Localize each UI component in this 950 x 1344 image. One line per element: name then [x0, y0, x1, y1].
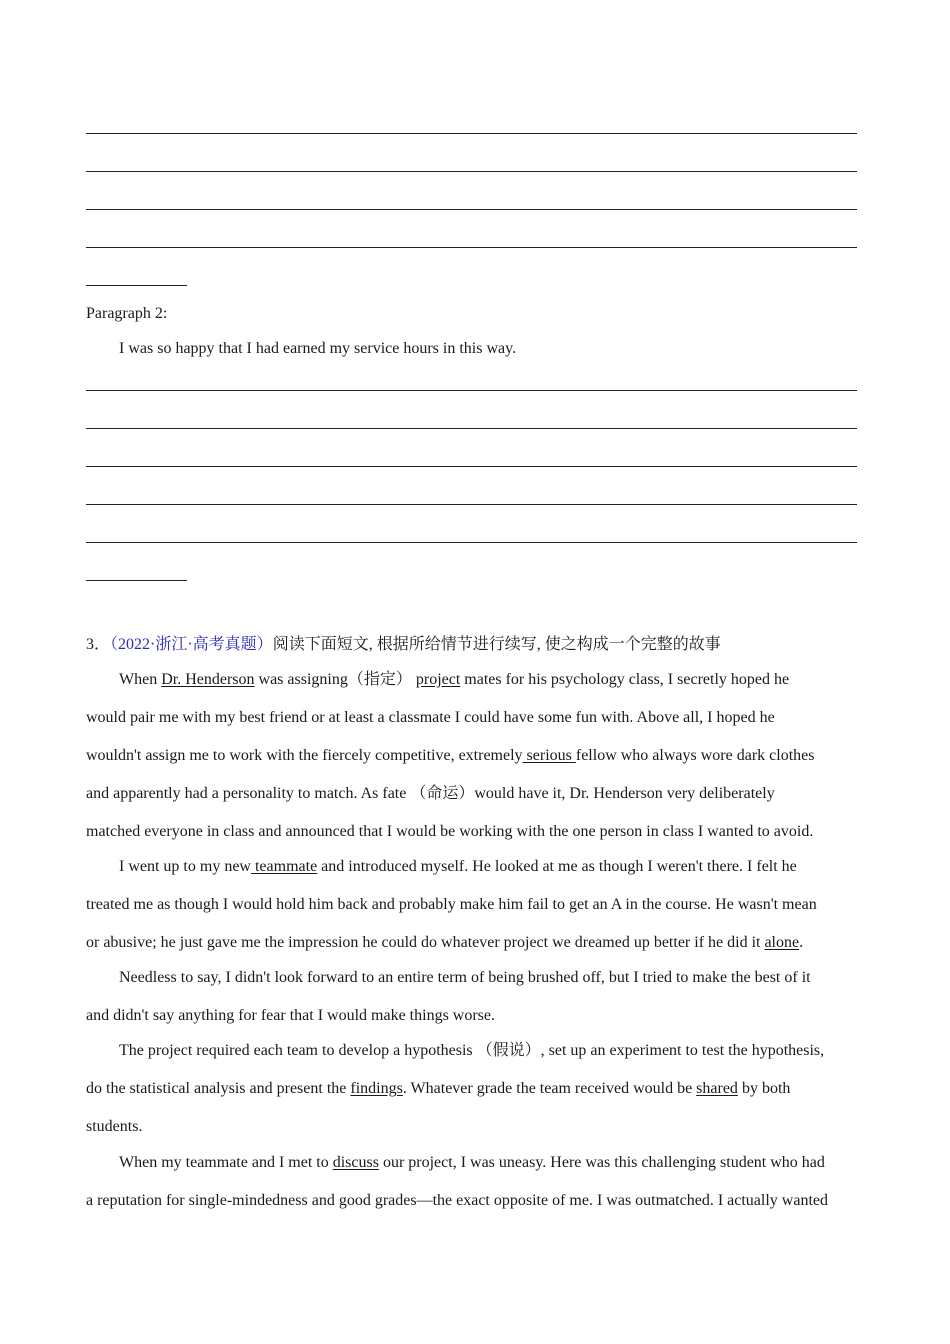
passage-line: treated me as though I would hold him back and probably make him fail to get an A in the course. He wasn't mean [86, 896, 817, 913]
passage-line: I went up to my new teammate and introduced myself. He looked at me as though I weren't there. I felt he [119, 858, 797, 875]
question-source: （2022·浙江·高考真题） [110, 636, 273, 653]
passage-line: wouldn't assign me to work with the fiercely competitive, extremely serious fellow who always wore dark clothes [86, 747, 815, 764]
writing-line [86, 466, 857, 467]
writing-line [86, 247, 857, 248]
writing-line [86, 542, 857, 543]
underlined-word: teammate [250, 858, 318, 875]
paragraph2-label: Paragraph 2: [86, 305, 168, 322]
passage-line: Needless to say, I didn't look forward to an entire term of being brushed off, but I tried to make the best of it [119, 969, 811, 986]
writing-line-short [86, 285, 187, 286]
writing-line [86, 171, 857, 172]
passage-line: and apparently had a personality to match. As fate （命运）would have it, Dr. Henderson very deliberately [86, 785, 775, 802]
underlined-word: shared [696, 1080, 738, 1097]
passage-line: matched everyone in class and announced that I would be working with the one person in class I wanted to avoid. [86, 823, 814, 840]
passage-line: a reputation for single-mindedness and good grades—the exact opposite of me. I was outmatched. I actually wanted [86, 1192, 828, 1209]
passage-line: or abusive; he just gave me the impression he could do whatever project we dreamed up better if he did it alone. [86, 934, 804, 951]
passage-line: The project required each team to develop a hypothesis （假说）, set up an experiment to test the hypothesis, [119, 1042, 825, 1059]
passage-line: When Dr. Henderson was assigning（指定） project mates for his psychology class, I secretly hoped he [119, 671, 790, 688]
passage-line: would pair me with my best friend or at least a classmate I could have some fun with. Above all, I hoped he [86, 709, 775, 726]
writing-line [86, 209, 857, 210]
underlined-word: Dr. Henderson [161, 671, 255, 688]
writing-line [86, 428, 857, 429]
passage-line: do the statistical analysis and present the findings. Whatever grade the team received would be shared by both [86, 1080, 791, 1097]
writing-line-short [86, 580, 187, 581]
paragraph2-opening: I was so happy that I had earned my service hours in this way. [119, 340, 517, 357]
passage-line: When my teammate and I met to discuss our project, I was uneasy. Here was this challenging student who had [119, 1154, 825, 1171]
writing-line [86, 390, 857, 391]
underlined-word: discuss [332, 1154, 379, 1171]
writing-line [86, 504, 857, 505]
underlined-word: alone [764, 934, 800, 951]
underlined-word: project [415, 671, 461, 688]
passage-line: students. [86, 1118, 143, 1135]
underlined-word: serious [522, 747, 576, 764]
passage-line: and didn't say anything for fear that I would make things worse. [86, 1007, 496, 1024]
question-number: 3． [86, 636, 111, 653]
question-header [86, 635, 721, 655]
writing-line [86, 133, 857, 134]
underlined-word: findings [350, 1080, 403, 1097]
question-instruction: 阅读下面短文, 根据所给情节进行续写, 使之构成一个完整的故事 [272, 636, 721, 653]
